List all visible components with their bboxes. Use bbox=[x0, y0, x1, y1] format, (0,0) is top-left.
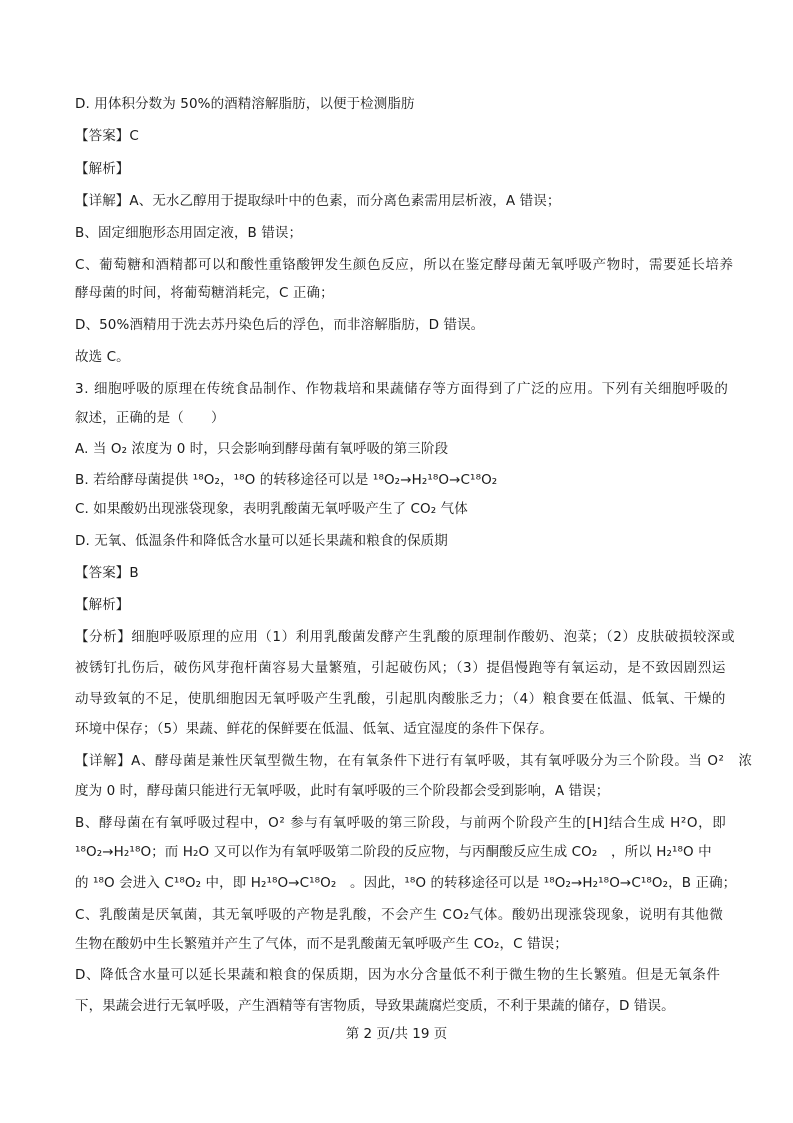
explanation-line: 下，果蔬会进行无氧呼吸，产生酒精等有害物质，导致果蔬腐烂变质，不利于果蔬的储存，D 错误。 bbox=[75, 998, 675, 1014]
explanation-line: 酵母菌的时间，将葡萄糖消耗完，C 正确； bbox=[75, 285, 334, 301]
answer-label: 【答案】B bbox=[75, 565, 139, 581]
analysis-line: 【分析】细胞呼吸原理的应用（1）利用乳酸菌发酵产生乳酸的原理制作酸奶、泡菜；（2）皮肤破损较深或 bbox=[75, 629, 736, 645]
explanation-line: 【详解】A、酵母菌是兼性厌氧型微生物，在有氧条件下进行有氧呼吸，其有氧呼吸分为三个阶段。当 O² 浓 bbox=[75, 753, 753, 769]
explanation-line: 度为 0 时，酵母菌只能进行无氧呼吸，此时有氧呼吸的三个阶段都会受到影响，A 错误； bbox=[75, 783, 610, 799]
explanation-line: 的 ¹⁸O 会进入 C¹⁸O₂ 中，即 H₂¹⁸O→C¹⁸O₂ 。因此，¹⁸O 的转移途径可以是 ¹⁸O₂→H₂¹⁸O→C¹⁸O₂，B 正确； bbox=[75, 875, 737, 891]
option-a: A. 当 O₂ 浓度为 0 时，只会影响到酵母菌有氧呼吸的第三阶段 bbox=[75, 441, 449, 457]
explanation-line: 生物在酸奶中生长繁殖并产生了气体，而不是乳酸菌无氧呼吸产生 CO₂，C 错误； bbox=[75, 936, 568, 952]
explanation-line: B、固定细胞形态用固定液，B 错误； bbox=[75, 225, 303, 241]
analysis-line: 动导致氧的不足，使肌细胞因无氧呼吸产生乳酸，引起肌肉酸胀乏力；（4）粮食要在低温、低氧、干燥的 bbox=[75, 691, 727, 707]
explanation-line: C、乳酸菌是厌氧菌，其无氧呼吸的产物是乳酸，不会产生 CO₂气体。酸奶出现涨袋现象，说明有其他微 bbox=[75, 907, 724, 923]
explanation-line: D、降低含水量可以延长果蔬和粮食的保质期，因为水分含量低不利于微生物的生长繁殖。但是无氧条件 bbox=[75, 967, 721, 983]
answer-label: 【答案】C bbox=[75, 128, 139, 144]
option-d: D. 无氧、低温条件和降低含水量可以延长果蔬和粮食的保质期 bbox=[75, 533, 448, 549]
question-stem: 3. 细胞呼吸的原理在传统食品制作、作物栽培和果蔬储存等方面得到了广泛的应用。下列有关细胞呼吸的 bbox=[75, 381, 729, 397]
explanation-line: C、葡萄糖和酒精都可以和酸性重铬酸钾发生颜色反应，所以在鉴定酵母菌无氧呼吸产物时，需要延长培养 bbox=[75, 257, 734, 273]
conclusion-line: 故选 C。 bbox=[75, 349, 130, 365]
explanation-line: B、酵母菌在有氧呼吸过程中，O² 参与有氧呼吸的第三阶段，与前两个阶段产生的[H]结合生成 H²O，即 bbox=[75, 815, 727, 831]
analysis-line: 被锈钉扎伤后，破伤风芽孢杆菌容易大量繁殖，引起破伤风；（3）提倡慢跑等有氧运动，是不致因剧烈运 bbox=[75, 660, 727, 676]
option-d-line: D. 用体积分数为 50%的酒精溶解脂肪，以便于检测脂肪 bbox=[75, 96, 415, 112]
analysis-line: 环境中保存；（5）果蔬、鲜花的保鲜要在低温、低氧、适宜湿度的条件下保存。 bbox=[75, 721, 553, 737]
explanation-line: 【详解】A、无水乙醇用于提取绿叶中的色素，而分离色素需用层析液，A 错误； bbox=[75, 193, 561, 209]
question-stem: 叙述，正确的是（ ） bbox=[75, 410, 225, 426]
analysis-label: 【解析】 bbox=[75, 597, 130, 613]
explanation-line: D、50%酒精用于洗去苏丹染色后的浮色，而非溶解脂肪，D 错误。 bbox=[75, 317, 485, 333]
option-b: B. 若给酵母菌提供 ¹⁸O₂，¹⁸O 的转移途径可以是 ¹⁸O₂→H₂¹⁸O→C¹⁸O₂ bbox=[75, 472, 498, 488]
explanation-line: ¹⁸O₂→H₂¹⁸O；而 H₂O 又可以作为有氧呼吸第二阶段的反应物，与丙酮酸反应生成 CO₂ ，所以 H₂¹⁸O 中 bbox=[75, 844, 712, 860]
page-number-footer: 第 2 页/共 19 页 bbox=[345, 1026, 448, 1042]
option-c: C. 如果酸奶出现涨袋现象，表明乳酸菌无氧呼吸产生了 CO₂ 气体 bbox=[75, 501, 468, 517]
analysis-label: 【解析】 bbox=[75, 161, 130, 177]
